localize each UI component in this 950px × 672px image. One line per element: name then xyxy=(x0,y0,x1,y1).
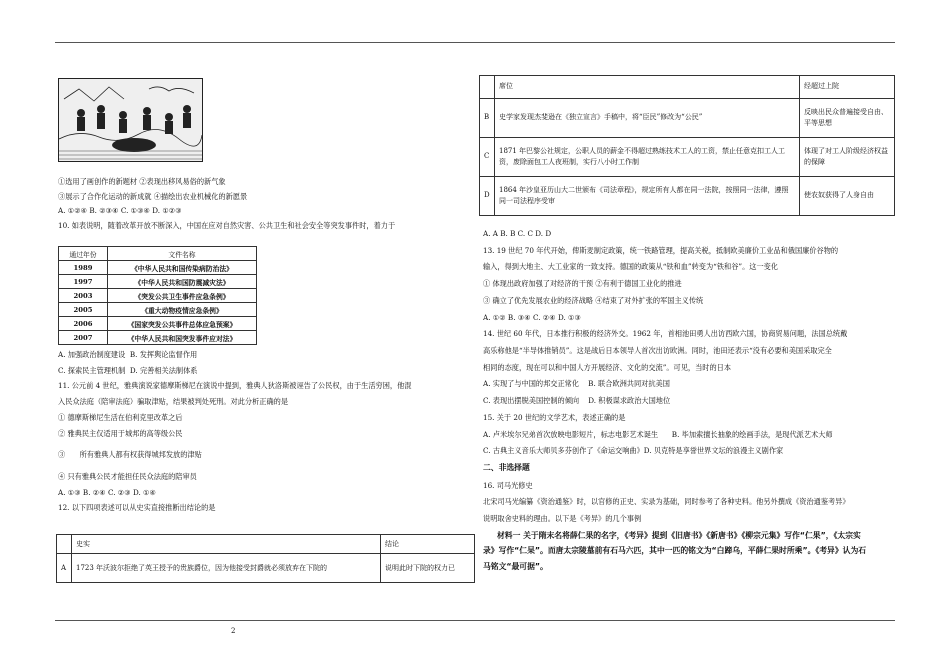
table-cell: 2003 xyxy=(59,289,108,303)
q15-opt-cd: C. 古典主义音乐大师贝多芬创作了《命运交响曲》D. 贝克特是享誉世界文坛的浪漫主义剧作家 xyxy=(483,446,784,456)
q10-opt-c: C. 探索民主管理机制 xyxy=(58,365,126,375)
q9-opt-line1: ①选用了画创作的新题材 ②表现出移风易俗的新气象 xyxy=(58,177,226,186)
header-rule xyxy=(55,42,895,43)
q9-opt-line2: ③展示了合作化运动的新成就 ④描绘出农业机械化的新愿景 xyxy=(58,191,248,201)
table-cell: 《中华人民共和国传染病防治法》 xyxy=(108,261,257,275)
question-illustration xyxy=(58,78,203,162)
q14-line-3: 相同的态度，现在可以和中国人方开展经济、文化的交流”。可见，当时的日本 xyxy=(483,362,732,372)
table-row xyxy=(59,261,257,275)
q14-line-1: 14. 世纪 60 年代，日本推行积极的经济外交。1962 年，首相池田勇人出访西欧六国，协商贸易问题，法国总统戴 xyxy=(483,329,848,339)
q16-material-1-line-2: 录》写作“仁杲”。而唐太宗陵墓前有石马六匹，其中一匹的铭文为“白蹄乌，平薛仁果时所乘”。《考异》认为石 xyxy=(483,546,867,556)
table-cell: 说明此时下院的权力已 xyxy=(381,554,475,583)
q15-opt-a: A. 卢米埃尔兄弟首次放映电影短片，标志电影艺术诞生 xyxy=(483,429,659,439)
table-row xyxy=(59,303,257,317)
q13-choices: A. ①② B. ③④ C. ②④ D. ①③ xyxy=(483,312,581,322)
q16-material-1-line-1: 材料一 关于隋末名将薛仁果的名字，《考异》提到《旧唐书》《新唐书》《柳宗元集》写作“仁果”，《太宗实 xyxy=(497,530,861,540)
q15-opt-b: B. 毕加索擅长抽象的绘画手法，是现代派艺术大师 xyxy=(671,429,833,439)
table-cell: 2006 xyxy=(59,317,108,331)
table-row xyxy=(59,289,257,303)
table-cell: 使农奴获得了人身自由 xyxy=(800,177,895,216)
q10-opt-a: A. 加强政治制度建设 xyxy=(58,350,126,359)
table-cell: 1864 年沙皇亚历山大二世颁布《司法章程》，规定所有人都在同一法院，按照同一法律，遵照同一司法程序受审 xyxy=(495,177,800,216)
q14-opt-b: B. 联合欧洲共同对抗美国 xyxy=(588,379,670,389)
q13-opt-2: ③ 确立了优先发展农业的经济战略 ④结束了对外扩张的军国主义传统 xyxy=(483,295,704,305)
table-cell: 2007 xyxy=(59,331,108,345)
q14-opt-d: D. 积极谋求政治大国地位 xyxy=(588,396,671,406)
table-cell: 《重大动物疫情应急条例》 xyxy=(108,303,257,317)
table-header-fact: 史实 xyxy=(72,535,381,554)
footer-rule xyxy=(55,620,895,621)
q11-opt-1: ① 德摩斯梯尼生活在伯利克里改革之后 xyxy=(58,412,183,422)
table-row xyxy=(480,138,895,177)
table-row xyxy=(59,331,257,345)
table-cell: 经超过上院 xyxy=(800,76,895,99)
table-row xyxy=(59,317,257,331)
table-header-year: 通过年份 xyxy=(59,247,108,261)
question-10-11-block xyxy=(58,350,412,513)
q12-choices: A. A B. B C. C D. D xyxy=(483,229,552,238)
table-cell: A xyxy=(57,554,72,583)
table-header-doc: 文件名称 xyxy=(108,247,257,261)
q16-line-1: 北宋司马光编纂《资治通鉴》时，以官修的正史、实录为基础，同时参考了各种史料。他另外撰成《资治通鉴考异》 xyxy=(483,497,850,507)
q10-opt-d: D. 完善相关法制体系 xyxy=(129,365,198,375)
q14-line-2: 高乐称他是“半导体推销员”。这是战后日本领导人首次出访欧洲。同时，池田还表示“没有必要和美国采取完全 xyxy=(483,346,832,356)
table-row xyxy=(59,275,257,289)
q11-opt-2: ② 雅典民主仅适用于城邦的高等级公民 xyxy=(58,428,183,438)
q14-opt-a: A. 实现了与中国的邦交正常化 xyxy=(483,379,580,389)
q13-line-1: 13. 19 世纪 70 年代开始，俾斯麦制定政策，统一铁路管理，提高关税，抵制欧美廉价工业品和俄国廉价谷物的 xyxy=(483,245,839,255)
table-cell xyxy=(57,535,72,554)
q16-title: 16. 司马光修史 xyxy=(483,480,533,490)
table-header-row xyxy=(57,535,475,554)
table-row xyxy=(480,99,895,138)
table-cell: C xyxy=(480,138,495,177)
q16-material-1-line-3: 马铭文“最可据”。 xyxy=(483,561,548,571)
table-cell: 1997 xyxy=(59,275,108,289)
table-header-conclusion: 结论 xyxy=(381,535,475,554)
table-row xyxy=(57,554,475,583)
q9-choices: A. ①②④ B. ②③④ C. ①③④ D. ①②③ xyxy=(58,206,182,216)
question-9-options xyxy=(58,177,395,231)
q16-line-2: 说明取舍史料的理由。以下是《考异》的几个事例 xyxy=(483,514,642,524)
table-cell: 《国家突发公共事件总体应急预案》 xyxy=(108,317,257,331)
table-cell: 1989 xyxy=(59,261,108,275)
q10-stem: 10. 如表说明，随着改革开放不断深入，中国在应对自然灾害、公共卫生和社会安全等突发事件时，着力于 xyxy=(58,221,396,231)
q10-table xyxy=(58,246,257,345)
q11-opt-3: ③ 所有雅典人都有权获得城邦发放的津贴 xyxy=(58,450,202,460)
q12-table-part1 xyxy=(56,534,475,583)
q11-choices: A. ①③ B. ②④ C. ②③ D. ①④ xyxy=(58,487,156,497)
table-row xyxy=(480,177,895,216)
table-header-row xyxy=(59,247,257,261)
q11-opt-4: ④ 只有雅典公民才能担任民众法庭的陪审员 xyxy=(58,472,197,482)
table-cell: 1723 年沃波尔拒绝了英王授予的贵族爵位，因为他接受封爵就必须放弃在下院的 xyxy=(72,554,381,583)
section-heading: 二、非选择题 xyxy=(483,463,530,473)
right-column-text xyxy=(483,229,866,572)
table-cell: 史学家发现杰斐逊在《独立宣言》手稿中，将“臣民”修改为“公民” xyxy=(495,99,800,138)
table-cell: 席位 xyxy=(495,76,800,99)
table-cell: 反映出民众普遍接受自由、平等思想 xyxy=(800,99,895,138)
table-cell: D xyxy=(480,177,495,216)
q12-table-part2 xyxy=(479,75,895,216)
table-cell: 2005 xyxy=(59,303,108,317)
q11-stem-1: 11. 公元前 4 世纪，雅典演说家德摩斯梯尼在演说中提到，雅典人狄洛斯被诬告了公民权，由于生活穷困，他混 xyxy=(58,381,412,391)
table-row xyxy=(480,76,895,99)
q13-opt-1: ① 体现出政府加强了对经济的干预 ②有利于德国工业化的推进 xyxy=(483,279,682,289)
q14-opt-c: C. 表现出摆脱美国控制的倾向 xyxy=(483,396,580,406)
q10-opt-b: B. 发挥舆论监督作用 xyxy=(129,350,198,359)
table-cell: 1871 年巴黎公社规定，公职人员的薪金不得超过熟练技术工人的工资，禁止任意克扣工人工资，废除面包工人夜班制，实行八小时工作制 xyxy=(495,138,800,177)
table-cell xyxy=(480,76,495,99)
q11-stem-2: 入民众法庭（陪审法庭）骗取津贴，结果被判处死刑。对此分析正确的是 xyxy=(58,397,289,407)
page-number: 2 xyxy=(231,627,236,635)
q12-stem: 12. 以下四项表述可以从史实直接推断出结论的是 xyxy=(58,503,216,513)
table-cell: 《中华人民共和国突发事件应对法》 xyxy=(108,331,257,345)
q15-stem: 15. 关于 20 世纪的文学艺术，表述正确的是 xyxy=(483,412,626,422)
q13-line-2: 输入，得到大地主、大工业家的一致支持。德国的政策从“铁和血”转变为“铁和谷”。这一变化 xyxy=(483,262,779,272)
table-cell: 体现了对工人阶级经济权益的保障 xyxy=(800,138,895,177)
table-cell: B xyxy=(480,99,495,138)
table-cell: 《突发公共卫生事件应急条例》 xyxy=(108,289,257,303)
table-cell: 《中华人民共和国防震减灾法》 xyxy=(108,275,257,289)
